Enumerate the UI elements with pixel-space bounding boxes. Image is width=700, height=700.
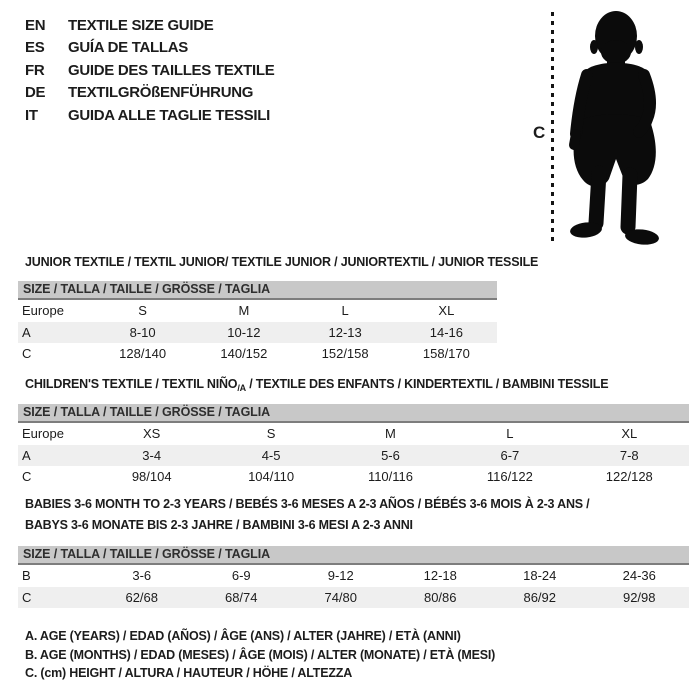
table-cell: 158/170 xyxy=(422,346,470,362)
table-cell: 12-18 xyxy=(423,568,457,584)
table-cell: 3-6 xyxy=(132,568,152,584)
table-cell: 14-16 xyxy=(429,324,463,340)
table-cell: 86/92 xyxy=(523,589,557,605)
table-cell: 68/74 xyxy=(224,589,258,605)
footnote-b: B. AGE (MONTHS) / EDAD (MESES) / ÂGE (MOIS) / ALTER (MONATE) / ETÀ (MESI) xyxy=(25,647,496,662)
table-cell: 24-36 xyxy=(622,568,656,584)
row-label: A xyxy=(22,324,31,340)
table-cell: 98/104 xyxy=(131,469,172,485)
table-cell: 116/122 xyxy=(486,469,533,485)
table-cell: 5-6 xyxy=(381,447,400,463)
language-list xyxy=(25,15,274,127)
table-cell: XS xyxy=(143,426,161,442)
footnote-a: A. AGE (YEARS) / EDAD (AÑOS) / ÂGE (ANS) / ALTER (JAHRE) / ETÀ (ANNI) xyxy=(25,629,461,643)
table-cell: XL xyxy=(438,303,455,319)
table-row xyxy=(18,565,689,587)
children-section-heading xyxy=(25,377,608,391)
row-label: C xyxy=(22,346,32,362)
lang-row-it xyxy=(25,105,274,127)
table-cell: 6-9 xyxy=(231,568,251,584)
table-cell: 10-12 xyxy=(227,324,261,340)
table-cell: S xyxy=(138,303,147,319)
table-cell: 74/80 xyxy=(324,589,358,605)
children-size-table xyxy=(18,404,689,488)
table-cell: 4-5 xyxy=(261,447,281,463)
size-bar: SIZE / TALLA / TAILLE / GRÖSSE / TAGLIA xyxy=(18,404,689,423)
size-bar: SIZE / TALLA / TAILLE / GRÖSSE / TAGLIA xyxy=(18,281,497,300)
lang-code: EN xyxy=(25,17,46,34)
lang-title: GUIDA ALLE TAGLIE TESSILI xyxy=(68,106,270,124)
babies-section-heading xyxy=(25,494,589,536)
table-cell: M xyxy=(385,426,396,442)
lang-title: TEXTILE SIZE GUIDE xyxy=(68,17,214,34)
junior-section-heading: JUNIOR TEXTILE / TEXTIL JUNIOR/ TEXTILE JUNIOR / JUNIORTEXTIL / JUNIOR TESSILE xyxy=(25,255,539,269)
footnotes xyxy=(25,627,495,683)
table-cell: 140/152 xyxy=(220,346,268,362)
babies-size-table xyxy=(18,546,689,608)
lang-code: FR xyxy=(25,61,45,79)
table-cell: 104/110 xyxy=(248,469,295,485)
table-cell: 9-12 xyxy=(327,568,354,584)
lang-row-fr xyxy=(25,60,274,82)
lang-code: DE xyxy=(25,84,46,102)
height-measure-dashed-line xyxy=(551,12,554,243)
table-cell: 80/86 xyxy=(423,589,457,605)
table-cell: L xyxy=(506,426,514,442)
row-label: Europe xyxy=(22,303,64,319)
table-cell: S xyxy=(266,426,276,442)
lang-title: GUÍA DE TALLAS xyxy=(68,39,188,57)
table-cell: 3-4 xyxy=(142,447,162,463)
babies-heading-line-1: BABIES 3-6 MONTH TO 2-3 YEARS / BEBÉS 3-6 MESES A 2-3 AÑOS / BÉBÉS 3-6 MOIS À 2-3 ANS / xyxy=(25,497,590,511)
table-cell: 92/98 xyxy=(622,589,656,605)
size-bar: SIZE / TALLA / TAILLE / GRÖSSE / TAGLIA xyxy=(18,546,689,565)
table-row xyxy=(18,587,689,609)
footnote-c: C. (cm) HEIGHT / ALTURA / HAUTEUR / HÖHE / ALTEZZA xyxy=(25,666,353,681)
table-cell: XL xyxy=(621,426,638,442)
baby-silhouette-icon xyxy=(563,9,665,246)
row-label: C xyxy=(22,469,32,485)
row-label: A xyxy=(22,447,31,463)
table-row xyxy=(18,466,689,488)
lang-row-en xyxy=(25,15,274,37)
lang-code: IT xyxy=(25,106,38,124)
table-row xyxy=(18,300,497,322)
table-cell: 6-7 xyxy=(500,447,520,463)
heading-text: / TEXTILE DES ENFANTS / KINDERTEXTIL / BAMBINI TESSILE xyxy=(245,377,609,391)
table-cell: 8-10 xyxy=(129,324,156,340)
lang-code: ES xyxy=(25,39,45,57)
table-cell: 12-13 xyxy=(328,324,362,340)
table-cell: 7-8 xyxy=(619,447,639,463)
table-cell: 122/128 xyxy=(605,469,653,485)
row-label: Europe xyxy=(22,426,64,442)
babies-heading-line-2: BABYS 3-6 MONATE BIS 2-3 JAHRE / BAMBINI 3-6 MESI A 2-3 ANNI xyxy=(25,518,413,532)
row-label: C xyxy=(22,589,32,605)
table-row xyxy=(18,343,497,365)
table-row xyxy=(18,445,689,467)
lang-row-es xyxy=(25,37,274,59)
lang-title: TEXTILGRÖßENFÜHRUNG xyxy=(68,84,254,102)
heading-text: CHILDREN'S TEXTILE / TEXTIL NIÑO xyxy=(25,377,238,391)
table-cell: 110/116 xyxy=(367,469,413,485)
table-cell: 152/158 xyxy=(321,346,369,362)
table-row xyxy=(18,423,689,445)
table-row xyxy=(18,322,497,344)
row-label: B xyxy=(22,568,31,584)
height-measure-label: C xyxy=(533,123,546,142)
table-cell: 62/68 xyxy=(125,589,159,605)
junior-size-table xyxy=(18,281,497,365)
lang-title: GUIDE DES TAILLES TEXTILE xyxy=(68,61,275,79)
heading-subscript: /A xyxy=(237,383,246,393)
table-cell: 128/140 xyxy=(119,346,167,362)
table-cell: M xyxy=(238,303,250,319)
lang-row-de xyxy=(25,82,274,104)
table-cell: 18-24 xyxy=(523,568,557,584)
table-cell: L xyxy=(341,303,349,319)
